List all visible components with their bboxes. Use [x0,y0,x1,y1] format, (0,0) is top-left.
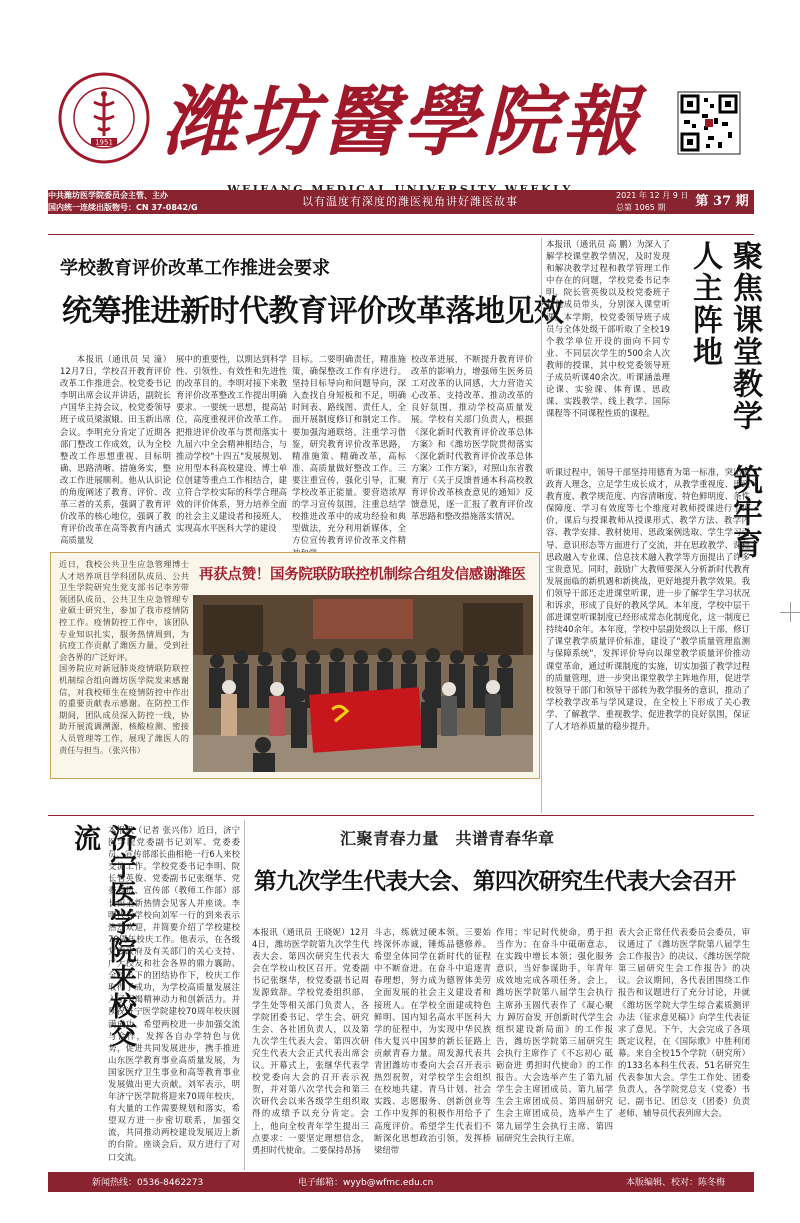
article1-col1: 本报讯（通讯员 吴 潼）12月7日，学校召开教育评价改革工作推进会。校党委书记李明出席会议并讲话，副院长卢国华主持会议，校党委领导班子成员梁淑娥、田玉新出席会议。李明充分肯定了近期各部门整改工作成效，认为全校整改工作思想重视、目标明确、思路清晰、措施务实，整改工作进展顺利。他从认识论的角度阐述了教育、评价、改革三者的关系，强调了教育评价改革的核心地位，强调了教育评价改革在高等教育内涵式高质量发 [60,354,171,546]
divider-top [48,234,754,235]
footer-bar [48,1172,754,1192]
article2-kicker: 汇聚青春力量 共谱青春华章 [340,829,555,848]
university-logo [58,72,150,164]
article2-col1: 本报讯（通讯员 王晓妮）12月4日，潍坊医学院第九次学生代表大会、第四次研究生代表大会在学校山校区召开。党委副书记张继华，校党委副书记周发源致辞。学校党委组织部、学生处等相关部门负责人，各学院团委书记、学生会、研究生会、各社团负责人，以及第九次学生代表大会、第四次研究生代表大会正式代表出席会议。开幕式上，张继华代表学校党委向大会的召开表示祝贺，并对第八次学代会和第三次研代会以来各级学生组织取得的成绩予以充分肯定。会上，他向全校青年学生提出三点要求：一要坚定理想信念，勇担时代使命。二要保持昂扬 [252,927,369,1155]
footer-editor: 本版编辑、校对：陈冬梅 [626,1178,726,1188]
cn-number: 国内统一连续出版物号：CN 37-0842/G [48,203,198,212]
sidebar-bottom-headline: 济宁医学院来校交流 [69,824,136,1048]
article1-col2: 展中的重要性，以期达到科学性、引领性、有效性和先进性的改革目的。李明对接下来教育评价改革整改工作提出明确要求。一要统一思想，提高站位，高度重视评价改革工作。把推进评价改革与贯彻落实十九届六中全会精神相结合，与推动学校"十四五"发展规划、应用型本科高校建设、博士单位创建等重点工作相结合，建立符合学校实际的科学合理高效的评价体系，努力培养全面的社会主义建设者和接班人，实现高水平医科大学的建设 [176,354,287,534]
divider-vertical-left [541,238,542,813]
footer-hotline: 新闻热线：0536-8462273 [92,1178,204,1188]
issue-number: 第 37 期 [695,194,749,209]
logo-year: 1951 [95,138,113,147]
crop-mark [790,602,791,622]
sidebar-bottom-text-cont [50,1058,240,1166]
issue-date: 2021 年 12 月 9 日 [616,191,689,200]
sidebar-top-text: 本报讯（通讯员 高 鹏）为深入了解学校课堂教学情况，及时发现和解决教学过程和教学管理工作中存在的问题，学校党委书记李明、院长管英俊以及校党委班子其他成员带头，分别深入课堂听课。本学期，校党委领导班子成员与全体处级干部听取了全校19个教学单位开设的面向不同专业、不同层次学生的500余人次教师的授课，其中校党委领导班子成员听课40余次。听课涵盖理论课、实验课、体育课、思政课、实践教学、线上教学、国际课程等不同课程性质的课程。 [546,239,670,419]
sponsor-text: 中共潍坊医学院委员会主管、主办 [48,191,168,200]
masthead [0,0,800,230]
photo-story [50,552,540,779]
sidebar-top-headline: 聚焦课堂教学 筑牢育人主阵地 [687,240,762,560]
article2-col3: 作用；牢记时代使命，勇于担当作为；在奋斗中砥砺意志，在实践中增长本领；强化服务意识，当好参谋助手，年青年成效地完成各项任务。会上，潍坊医学院第八届学生会执行主席孙玉圆代表作了《凝心聚力 踔厉奋发 开创新时代学生会组织建设新局面》的工作报告，潍坊医学院第三届研究生会执行主席作了《不忘初心 砥砺奋进 勇担时代使命》的工作报告。大会选举产生了第九届学生会主席团成员、第九届学生会主席团成员、第四届研究生会主席团成员，选举产生了第九届学生会执行主席、第四届研究生会执行主席。 [496,927,613,1143]
photo-story-text: 近日，我校公共卫生应急管理博士人才培养项目学科团队成员、公共卫生学院研究生党支部书记李芳带领团队成员、公共卫生应急管理专业硕士研究生，参加了我市疫情防控工作。疫情防控工作中，该团队专业知识扎实，服务热情周到，为抗疫工作贡献了潍医力量，受到社会各界的广泛好评。 国务院应对新冠肺炎疫情联防联控机制综合组向潍坊医学院发来感谢信，对我校师生在疫情防控中作出的重要贡献表示感谢。在防控工作期间，团队成员深入防控一线，协助开展流调溯源、核酸检测、密接人员管理等工作，展现了潍医人的责任与担当。（张兴伟） [59,559,189,755]
slogan: 以有温度有深度的潍医视角讲好潍医故事 [302,195,518,208]
group-photo [193,595,533,772]
article1-col4: 校改革进展，不断提升教育评价改革的影响力，增强师生医务员工对改革的认同感，大力营造关心改革、支持改革、推动改革的良好氛围，推动学校高质量发展。学校有关部门负责人，根据《深化新时代教育评价改革总体方案》和《潍坊医学院贯彻落实〈深化新时代教育评价改革总体方案〉工作方案》，对照山东省教育厅《关于反馈普通本科高校教育评价改革核查意见的通知》反馈意见，逐一汇报了教育评价改革思路和整改措施落实情况。 [411,354,533,522]
article2-col2: 斗志，练就过硬本领。三要始终深怀赤诚，锤炼品德修养。希望全体同学在新时代的征程中不断奋进。在奋斗中追逐青春理想，努力成为德智体美劳全面发展的社会主义建设者和接班人。在学校全面建成特色鲜明、国内知名高水平医科大学的征程中，为实现中华民族伟大复兴中国梦的新长征路上贡献青春力量。周发源代表共青团潍坊市委向大会召开表示热烈祝贺，对学校学生会组织在校地共建、青马计划、社会实践、志愿服务、创新创业等工作中发挥的积极作用给予了高度评价。希望学生代表们不断深化思想政治引领，发挥桥梁纽带 [374,927,491,1155]
divider-middle [48,815,754,816]
article1-headline: 统筹推进新时代教育评价改革落地见效 [62,294,564,329]
sidebar-bottom-text: 本报讯（记者 张兴伟）近日，济宁医学院党委副书记刘军、党委委员、宣传部部长曲相艳一行6人来校交流工作。学校党委书记李明、院长管英俊、党委副书记张继华、党委委员、宣传部（教师工作部）部长田玉新热情会见客人并座谈。李明代表学校向刘军一行的到来表示热烈欢迎，并简要介绍了学校建校70周年校庆工作。他表示，在各级党委政府及有关部门的关心支持、广大校友和社会各界的鼎力襄助、全校上下的团结协作下，校庆工作取得了成功，为学校高质量发展注入了不竭精神动力和创新活力。并预祝济宁医学院建校70周年校庆圆满成功。希望两校进一步加强交流与合作，发挥各自办学特色与优势，促进共同发展进步，携手推进山东医学教育事业高质量发展，为国家医疗卫生事业和高等教育事业发展做出更大贡献。刘军表示，明年济宁医学院将迎来70周年校庆，有大量的工作需要规划和落实，希望双方进一步密切联系，加强交流，共同推动两校建设发展迈上新的台阶。座谈会后，双方进行了对口交流。 [108,825,240,1162]
footer-email: 电子邮箱：wyyb@wfmc.edu.cn [298,1178,434,1188]
total-issue: 总第 1065 期 [616,203,666,212]
divider-vertical-bottom [244,820,245,1170]
article2-headline: 第九次学生代表大会、第四次研究生代表大会召开 [254,869,736,895]
article1-kicker: 学校教育评价改革工作推进会要求 [60,258,330,279]
sidebar-top-text-wide: 听课过程中，领导干部坚持用德育为第一标准，突出思政育人理念，立足学生成长成才，从教学重视度、思政教育度、教学规范度、内容清晰度、特色鲜明度、条件保障度、学习有效度等七个维度对教师授课进行了评价，课后与授课教师从授课形式、教学方法、教学内容、教学安排、教材使用、思政案例选取、学生学习引导、意识形态等方面进行了交流，并在思政教学、课程思政融入专业课、信息技术融入教学等方面提出了许多宝贵意见。同时，鼓励广大教师要深入分析新时代教育发展面临的新机遇和新挑战，更好地提升教学效果。我们领导干部还走进课堂听课，进一步了解学生学习状况和诉求，形成了良好的教风学风。本年度，学校中层干部进课堂听课制度已经形成常态化制度化，这一制度已持续40余年。本年度，学校中层副处级以上干部，修订了课堂教学质量评价标准，建设了"教学质量管理监测与保障系统"，发挥评价导向以课堂教学质量评价推动课堂革命，通过听课制度的实施，切实加强了教学过程的质量管理，进一步突出课堂教学主阵地作用，促进学校领导干部门和领导干部转为教学服务的意识，推动了学校教学改革与学风建设，在全校上下形成了关心教学、了解教学、重视教学、促进教学的良好氛围，保证了人才培养质量的稳步提升。 [546,467,750,731]
masthead-title: 潍坊醫學院報 [162,77,642,166]
qr-code-icon [678,92,740,154]
article1-col3: 目标。二要明确责任，精准施策，确保整改工作有序进行。坚持目标导向和问题导向，深入查找自身短板和不足，明确时间表、路线图、责任人，全面开展制度修订和制定工作。要加强沟通联络，注重学习借鉴，研究教育评价改革思路，精准施策、精确改革，高标准、高质量做好整改工作。三要注重宣传，强化引导，汇聚学校改革正能量。要营造浓厚的学习宣传氛围，注重总结学校推进改革中的成功经验和典型做法，充分利用新媒体，全方位宣传教育评价改革文件精 [292,354,406,546]
photo-story-headline: 再获点赞！国务院联防联控机制综合组发信感谢潍医 [199,566,526,583]
article2-col4: 表大会正常任代表委员会委员，审议通过了《潍坊医学院第八届学生会工作报告》的决议、《潍坊医学院第三届研究生会工作报告》的决议。会议期间，各代表团围绕工作报告和议题进行了充分讨论，并就《潍坊医学院大学生综合素质测评办法（征求意见稿）》向学生代表征求了意见。下午，大会完成了各项既定议程，在《国际歌》中胜利闭幕。来自全校15个学院（研究所）的133名本科生代表、51名研究生代表参加大会。学生工作处、团委负责人，各学院党总支（党委）书记、副书记、团总支（团委）负责老师、辅导员代表列席大会。 [618,927,750,1119]
